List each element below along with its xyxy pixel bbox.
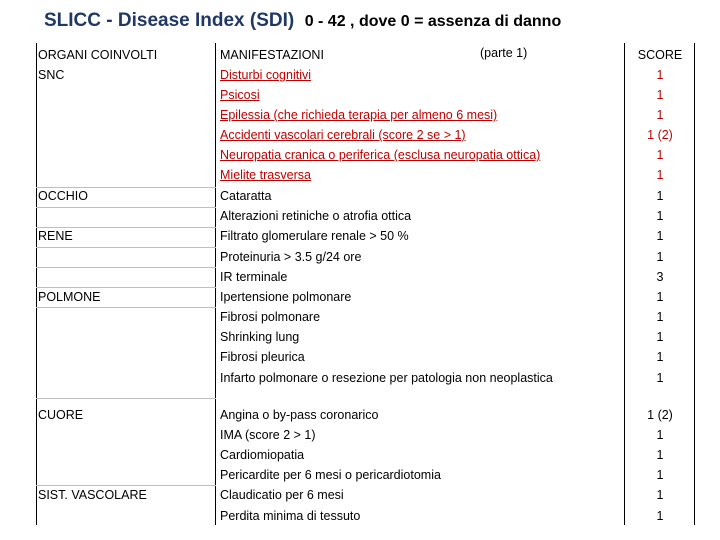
score-value: 3	[656, 270, 664, 284]
manifestation-label: Fibrosi polmonare	[220, 310, 321, 324]
score-value: 1	[656, 229, 664, 243]
manifestation-label: Fibrosi pleurica	[220, 350, 305, 364]
score-value: 1	[656, 88, 664, 102]
row-line	[36, 307, 216, 308]
manifestation-label: Proteinuria > 3.5 g/24 ore	[220, 250, 362, 264]
organ-polmone: POLMONE	[38, 290, 101, 304]
score-value: 1	[656, 371, 664, 385]
manifestation-label: Accidenti vascolari cerebrali (score 2 se > 1)	[220, 128, 466, 142]
manifestation-label: Neuropatia cranica o periferica (esclusa neuropatia ottica)	[220, 148, 541, 162]
row-line	[36, 207, 216, 208]
organ-sist-vascolare: SIST. VASCOLARE	[38, 488, 147, 502]
score-value: 1	[656, 148, 664, 162]
column-divider-left	[36, 43, 37, 525]
manifestation-label: Cataratta	[220, 189, 272, 203]
title-main: SLICC - Disease Index (SDI)	[44, 10, 295, 31]
manifestation-label: Pericardite per 6 mesi o pericardiotomia	[220, 468, 441, 482]
manifestation-label: Perdita minima di tessuto	[220, 509, 361, 523]
score-value: 1	[656, 428, 664, 442]
manifestation-label: Shrinking lung	[220, 330, 300, 344]
score-value: 1 (2)	[647, 128, 673, 142]
title-range: 0 - 42 , dove 0 = assenza di danno	[304, 13, 562, 30]
score-value: 1	[656, 209, 664, 223]
manifestation-label: Filtrato glomerulare renale > 50 %	[220, 229, 409, 243]
score-value: 1	[656, 448, 664, 462]
manifestation-label: Mielite trasversa	[220, 168, 311, 182]
manifestation-label: Claudicatio per 6 mesi	[220, 488, 344, 502]
manifestation-label: Epilessia (che richieda terapia per almeno 6 mesi)	[220, 108, 498, 122]
slide-title	[44, 10, 561, 32]
header-organs: ORGANI COINVOLTI	[38, 48, 158, 62]
manifestation-label: Disturbi cognitivi	[220, 68, 312, 82]
organ-snc: SNC	[38, 68, 65, 82]
score-value: 1	[656, 68, 664, 82]
column-divider-organs	[215, 43, 216, 525]
row-line	[36, 267, 216, 268]
manifestation-label: Infarto polmonare o resezione per patologia non neoplastica	[220, 371, 553, 385]
organ-cuore: CUORE	[38, 408, 84, 422]
organ-rene: RENE	[38, 229, 73, 243]
header-part: (parte 1)	[480, 46, 528, 60]
score-value: 1 (2)	[647, 408, 673, 422]
score-value: 1	[656, 468, 664, 482]
manifestation-label: IMA (score 2 > 1)	[220, 428, 316, 442]
organ-occhio: OCCHIO	[38, 189, 88, 203]
manifestation-label: Psicosi	[220, 88, 260, 102]
row-line	[36, 247, 216, 248]
score-value: 1	[656, 330, 664, 344]
manifestation-label: Angina o by-pass coronarico	[220, 408, 379, 422]
manifestation-label: IR terminale	[220, 270, 288, 284]
manifestation-label: Cardiomiopatia	[220, 448, 305, 462]
column-divider-score-left	[624, 43, 625, 525]
score-value: 1	[656, 290, 664, 304]
score-value: 1	[656, 488, 664, 502]
score-value: 1	[656, 168, 664, 182]
header-score: SCORE	[637, 48, 683, 62]
score-value: 1	[656, 509, 664, 523]
score-value: 1	[656, 108, 664, 122]
manifestation-label: Alterazioni retiniche o atrofia ottica	[220, 209, 412, 223]
score-value: 1	[656, 350, 664, 364]
header-manifestations: MANIFESTAZIONI	[220, 48, 324, 62]
score-value: 1	[656, 250, 664, 264]
row-line	[36, 398, 216, 399]
score-value: 1	[656, 189, 664, 203]
score-value: 1	[656, 310, 664, 324]
column-divider-score-right	[694, 43, 695, 525]
manifestation-label: Ipertensione polmonare	[220, 290, 352, 304]
